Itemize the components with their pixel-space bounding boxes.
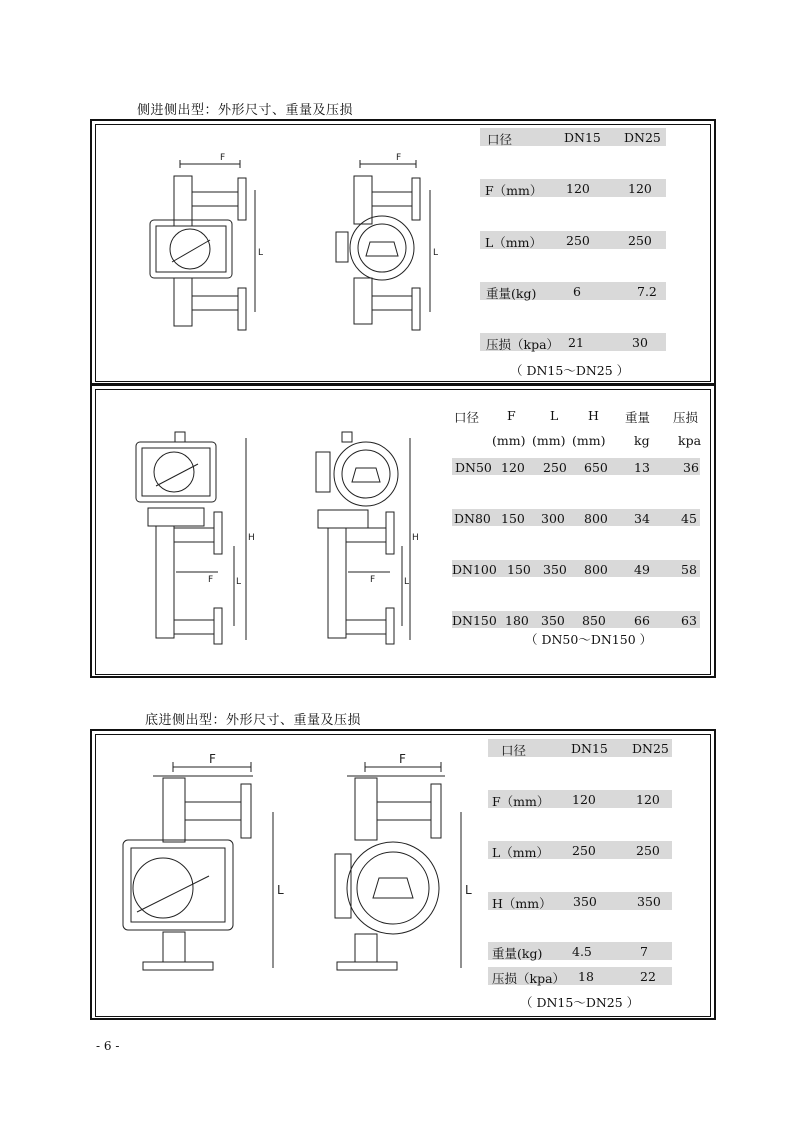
large-flowmeter-back-drawing — [310, 430, 440, 645]
s1-table-cell: 120 — [628, 181, 652, 196]
s2-header-cell: 重量 — [625, 410, 651, 425]
section3-heading: 底进侧出型：外形尺寸、重量及压损 — [145, 713, 362, 728]
s3-table-cell: F（mm） — [492, 794, 550, 809]
s1-table-cell: L（mm） — [485, 235, 543, 250]
section1-heading: 侧进侧出型：外形尺寸、重量及压损 — [137, 103, 354, 118]
s2-unit-cell: (mm) — [572, 433, 606, 448]
s1-table-cell: 口径 — [487, 132, 513, 147]
s1-table-cell: 6 — [573, 284, 581, 299]
s3-table-cell: 120 — [572, 792, 596, 807]
s2-unit-cell: kg — [634, 433, 650, 448]
s2-unit-cell: kpa — [678, 433, 702, 448]
s2-row-cell: 650 — [584, 460, 608, 475]
s1-table-cell: 重量(kg) — [486, 286, 537, 301]
s1-table-cell: 250 — [566, 233, 590, 248]
section1-dim-f-label: F — [220, 153, 226, 163]
s3-table-cell: 120 — [636, 792, 660, 807]
s2-row-cell: 63 — [681, 613, 697, 628]
svg-text:F: F — [396, 153, 402, 163]
s3-table-cell: 压损（kpa） — [492, 971, 566, 986]
section2-dim-h-label: H — [248, 533, 255, 543]
s3-table-cell: 口径 — [501, 743, 527, 758]
s2-unit-cell: (mm) — [532, 433, 566, 448]
s2-row-cell: 850 — [582, 613, 606, 628]
svg-text:F: F — [370, 575, 376, 585]
s1-table-cell: 压损（kpa） — [486, 337, 560, 352]
svg-text:L: L — [404, 577, 410, 587]
s3-table-cell: 350 — [573, 894, 597, 909]
s2-row-cell: 150 — [501, 511, 525, 526]
s1-table-cell: 7.2 — [637, 284, 657, 299]
s1-table-cell: 120 — [566, 181, 590, 196]
s3-table-cell: L（mm） — [492, 845, 550, 860]
side-flowmeter-front-drawing — [130, 150, 280, 340]
s3-table-cell: H（mm） — [492, 896, 552, 911]
s2-row-cell: DN80 — [454, 511, 491, 526]
s1-table-cell: 30 — [632, 335, 648, 350]
s3-table-cell: 250 — [636, 843, 660, 858]
s3-table-cell: DN15 — [571, 741, 608, 756]
s1-table-cell: 21 — [568, 335, 584, 350]
s2-range-note: （ DN50～DN150 ） — [525, 632, 653, 647]
s2-row-cell: 800 — [584, 511, 608, 526]
s2-row-cell: 800 — [584, 562, 608, 577]
s2-row-cell: 45 — [681, 511, 697, 526]
section2-dim-l-label: L — [236, 577, 242, 587]
page-number: - 6 - — [96, 1039, 120, 1053]
s1-table-cell: DN25 — [624, 130, 661, 145]
s2-row-cell: 13 — [634, 460, 650, 475]
s2-row-cell: 180 — [505, 613, 529, 628]
section2-dim-f-label: F — [208, 575, 214, 585]
s2-row-cell: 49 — [634, 562, 650, 577]
s3-table-cell: 22 — [640, 969, 656, 984]
s1-table-cell: DN15 — [564, 130, 601, 145]
s2-row-cell: DN50 — [455, 460, 492, 475]
s2-row-cell: 36 — [683, 460, 699, 475]
s2-row-cell: 34 — [634, 511, 650, 526]
section3-dim-l-label: L — [277, 883, 284, 897]
s3-range-note: （ DN15～DN25 ） — [520, 995, 640, 1010]
s1-table-cell: F（mm） — [485, 183, 543, 198]
section1-dim-l-label: L — [258, 248, 264, 258]
s2-header-cell: H — [588, 408, 599, 423]
s3-table-cell: 250 — [572, 843, 596, 858]
s2-row-cell: DN100 — [452, 562, 497, 577]
bottom-flowmeter-back-drawing — [325, 750, 485, 975]
s2-row-cell: 66 — [634, 613, 650, 628]
s3-table-cell: 重量(kg) — [492, 946, 543, 961]
s2-unit-cell: (mm) — [492, 433, 526, 448]
s2-row-cell: 120 — [501, 460, 525, 475]
section3-dim-f-label: F — [209, 752, 216, 766]
s3-table-cell: 4.5 — [572, 944, 592, 959]
s3-table-cell: 7 — [640, 944, 648, 959]
s1-table-cell: 250 — [628, 233, 652, 248]
svg-text:H: H — [412, 533, 419, 543]
s2-row-cell: 300 — [541, 511, 565, 526]
s3-table-cell: 350 — [637, 894, 661, 909]
svg-text:L: L — [433, 248, 439, 258]
s2-row-cell: 350 — [543, 562, 567, 577]
s2-row-cell: 58 — [681, 562, 697, 577]
s2-header-cell: L — [550, 408, 559, 423]
s1-range-note: （ DN15～DN25 ） — [510, 363, 630, 378]
svg-text:F: F — [399, 752, 406, 766]
s2-header-cell: 口径 — [454, 410, 480, 425]
s3-table-cell: DN25 — [632, 741, 669, 756]
s2-row-cell: 150 — [507, 562, 531, 577]
s2-row-cell: 350 — [541, 613, 565, 628]
large-flowmeter-front-drawing — [130, 430, 260, 645]
bottom-flowmeter-front-drawing — [115, 750, 295, 975]
svg-text:L: L — [465, 883, 472, 897]
s2-header-cell: 压损 — [673, 410, 699, 425]
s3-table-cell: 18 — [578, 969, 594, 984]
s2-row-cell: DN150 — [452, 613, 497, 628]
side-flowmeter-back-drawing — [320, 150, 450, 340]
s2-header-cell: F — [507, 408, 516, 423]
s2-row-cell: 250 — [543, 460, 567, 475]
